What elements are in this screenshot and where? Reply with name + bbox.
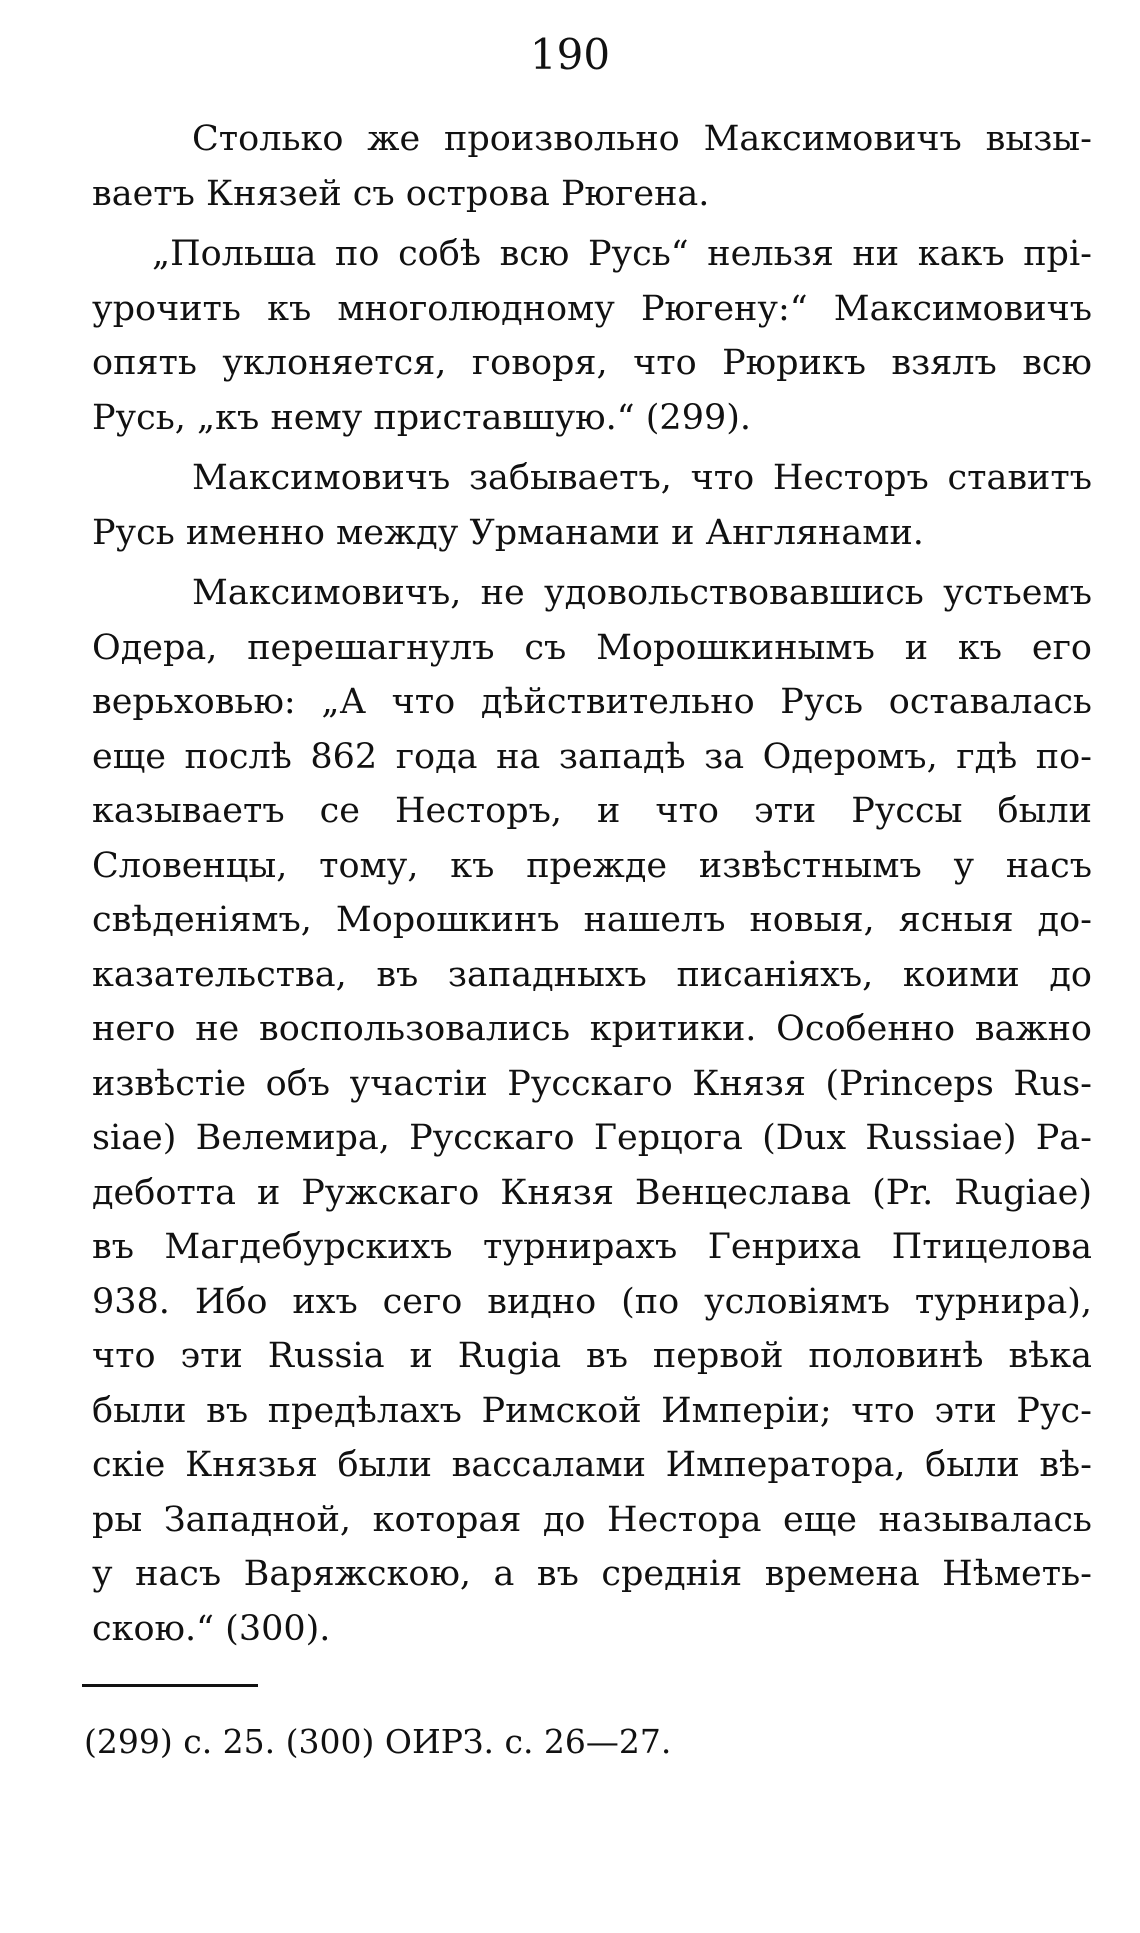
text-line: ваетъ Князей съ острова Рюгена. <box>92 173 710 214</box>
text-line: у насъ Варяжскою, а въ среднія времена Нѣметь- <box>92 1554 1092 1594</box>
text-line: Максимовичъ, не удовольствовавшись устьемъ <box>192 573 1092 613</box>
text-line: что эти Russia и Rugia въ первой половинѣ вѣка <box>92 1336 1092 1376</box>
text-line: „Польша по собѣ всю Русь“ нельзя ни какъ прі- <box>152 234 1092 274</box>
text-line: ры Западной, которая до Нестора еще называлась <box>92 1499 1092 1540</box>
text-line: Одера, перешагнулъ съ Морошкинымъ и къ его <box>92 627 1092 668</box>
paragraph <box>92 227 1092 445</box>
text-line: 938. Ибо ихъ сего видно (по условіямъ турнира), <box>92 1281 1092 1322</box>
text-line: казательства, въ западныхъ писаніяхъ, коими до <box>92 954 1092 995</box>
text-line: скіе Князья были вассалами Императора, были вѣ- <box>92 1445 1092 1485</box>
text-line: въ Магдебурскихъ турнирахъ Генриха Птицелова <box>92 1227 1092 1267</box>
text-line: siae) Велемира, Русскаго Герцога (Dux Russiae) Ра- <box>92 1118 1092 1158</box>
paragraph <box>92 112 1092 221</box>
footnote-divider <box>82 1684 258 1687</box>
text-line: опять уклоняется, говоря, что Рюрикъ взялъ всю <box>92 343 1092 383</box>
text-line: Столько же произвольно Максимовичъ вызы- <box>192 119 1092 159</box>
paragraph <box>92 566 1092 1656</box>
body-text <box>92 112 1092 1662</box>
text-line: Словенцы, тому, къ прежде извѣстнымъ у насъ <box>92 845 1092 886</box>
text-line: извѣстіе объ участіи Русскаго Князя (Princeps Rus- <box>92 1063 1092 1104</box>
text-line: верьховью: „А что дѣйствительно Русь оставалась <box>92 682 1092 722</box>
footnotes: (299) с. 25. (300) ОИРЗ. с. 26—27. <box>84 1722 672 1761</box>
text-line: были въ предѣлахъ Римской Имперіи; что эти Рус- <box>92 1390 1092 1431</box>
text-line: Русь, „къ нему приставшую.“ (299). <box>92 397 752 438</box>
text-line: деботта и Ружскаго Князя Венцеслава (Pr. Rugiae) <box>92 1172 1092 1213</box>
text-line: скою.“ (300). <box>92 1608 331 1649</box>
text-line: Максимовичъ забываетъ, что Несторъ ставитъ <box>192 458 1092 498</box>
text-line: еще послѣ 862 года на западѣ за Одеромъ, гдѣ по- <box>92 736 1092 777</box>
text-line: свѣденіямъ, Морошкинъ нашелъ новыя, ясныя до- <box>92 900 1092 940</box>
paragraph <box>92 451 1092 560</box>
text-line: казываетъ се Несторъ, и что эти Руссы были <box>92 791 1092 831</box>
page-number: 190 <box>529 30 611 79</box>
text-line: урочить къ многолюдному Рюгену:“ Максимовичъ <box>92 288 1092 329</box>
text-line: него не воспользовались критики. Особенно важно <box>92 1009 1092 1049</box>
text-line: Русь именно между Урманами и Англянами. <box>92 512 924 553</box>
